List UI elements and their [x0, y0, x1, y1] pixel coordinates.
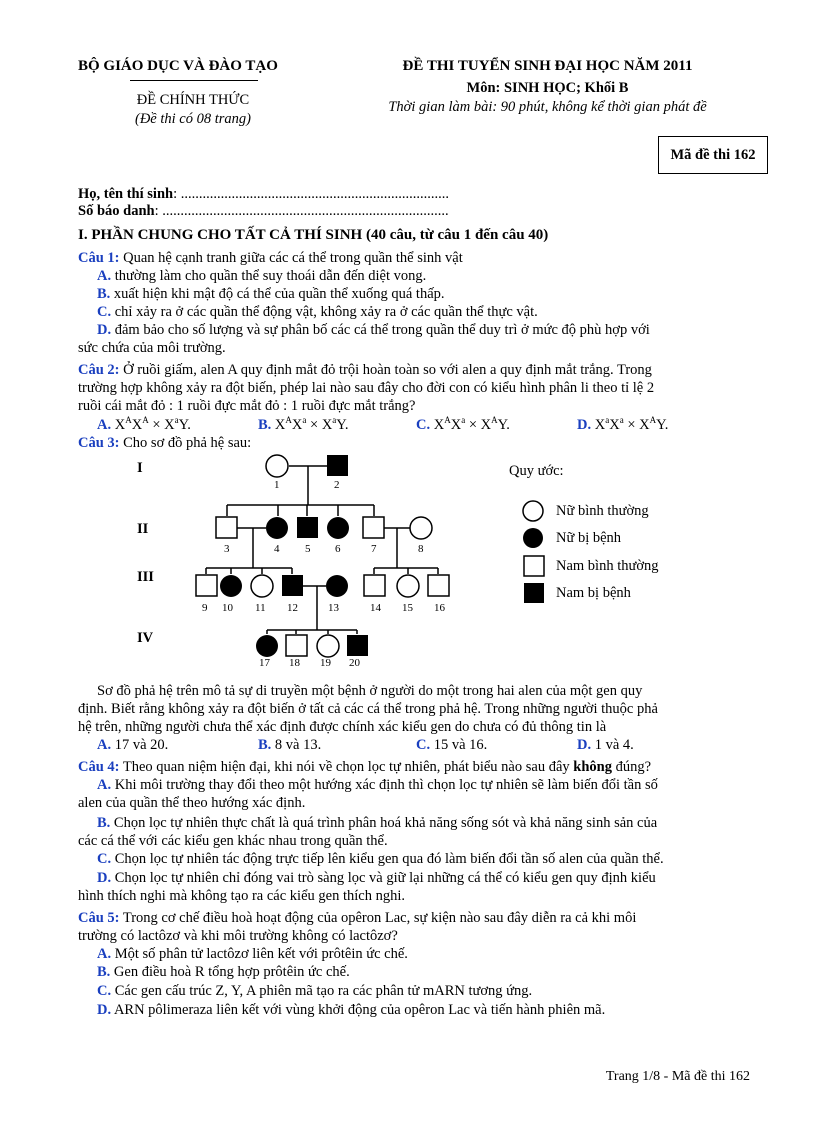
pedigree-number: 14 [370, 602, 381, 614]
q1-option-a: A. thường làm cho quần thể suy thoái dẫn đến diệt vong. [97, 268, 427, 284]
pedigree-individual-19 [317, 635, 339, 657]
legend-female-normal-icon [523, 501, 543, 521]
q2-line3: ruồi cái mắt đỏ : 1 ruồi đực mắt đỏ : 1 ruồi đực mắt trắng? [78, 398, 416, 414]
page-footer: Trang 1/8 - Mã đề thi 162 [605, 1069, 750, 1084]
subject: Môn: SINH HỌC; Khối B [466, 80, 629, 96]
q2-option-b: B. $X^AX^a \times X^aY$. [258, 415, 349, 433]
pedigree-number: 19 [320, 657, 331, 669]
pedigree-individual-7 [363, 517, 384, 538]
q3-option-d: D. 1 và 4. [577, 737, 634, 753]
candidate-name-field: : .......................................................................... [173, 186, 449, 202]
q4-option-a: A. Khi môi trường thay đổi theo một hướng xác định thì chọn lọc tự nhiên sẽ làm biến đổi tần số [97, 777, 658, 793]
pedigree-individual-2 [327, 455, 348, 476]
pedigree-number: 2 [334, 479, 340, 491]
q2-label: Câu 2: [78, 362, 120, 378]
time-note: Thời gian làm bài: 90 phút, không kể thời gian phát đề [388, 99, 707, 115]
pedigree-number: 10 [222, 602, 233, 614]
pedigree-number: 16 [434, 602, 445, 614]
q3-option-c: C. 15 và 16. [416, 737, 488, 753]
q3-para1: Sơ đồ phả hệ trên mô tả sự di truyền một bệnh ở người do một trong hai alen của một gen quy [97, 683, 643, 699]
question-4: Câu 4: Theo quan niệm hiện đại, khi nói về chọn lọc tự nhiên, phát biểu nào sau đây không đúng? [78, 759, 652, 775]
pedigree-number: 8 [418, 543, 424, 555]
pedigree-number: 5 [305, 543, 311, 555]
pedigree-individual-9 [196, 575, 217, 596]
q1-option-b: B. xuất hiện khi mật độ cá thể của quần thể xuống quá thấp. [97, 286, 445, 302]
pedigree-number: 20 [349, 657, 360, 669]
candidate-id-label: Số báo danh [78, 203, 155, 219]
q4-option-d-cont: hình thích nghi mà không tạo ra các kiểu gen thích nghi. [78, 888, 405, 904]
pedigree-individual-14 [364, 575, 385, 596]
generation-label-4: IV [137, 630, 154, 646]
q3-para3: hệ trên, những người chưa thể xác định được chính xác kiểu gen do chưa có đủ thông tin là [78, 719, 607, 735]
q1-option-d: D. đảm bảo cho số lượng và sự phân bố các cá thể trong quần thể duy trì ở mức độ phù hợp với [97, 322, 650, 338]
pedigree-individual-1 [266, 455, 288, 477]
legend-female-affected-icon [523, 528, 543, 548]
pedigree-number: 9 [202, 602, 208, 614]
q4-option-a-cont: alen của quần thể theo hướng xác định. [78, 795, 306, 811]
generation-label-2: II [137, 521, 149, 537]
q4-option-c: C. Chọn lọc tự nhiên tác động trực tiếp lên kiểu gen qua đó làm biến đổi tần số alen của quần thể. [97, 851, 664, 867]
pedigree-individual-13 [326, 575, 348, 597]
legend-male-affected-icon [524, 583, 544, 603]
generation-label-3: III [137, 569, 154, 585]
q3-option-b: B. 8 và 13. [258, 737, 322, 753]
q3-label: Câu 3: [78, 435, 120, 451]
q5-line2: trường có lactôzơ và khi môi trường không có lactôzơ? [78, 928, 398, 944]
pedigree-individual-10 [220, 575, 242, 597]
pedigree-number: 1 [274, 479, 280, 491]
pedigree-individual-20 [347, 635, 368, 656]
pedigree-number: 17 [259, 657, 270, 669]
q2-option-d: D. $X^aX^a \times X^AY$. [577, 415, 669, 433]
q5-option-c: C. Các gen cấu trúc Z, Y, A phiên mã tạo ra các phân tử mARN tương ứng. [97, 983, 533, 999]
pedigree-individual-12 [282, 575, 303, 596]
pedigree-number: 11 [255, 602, 266, 614]
pedigree-number: 18 [289, 657, 300, 669]
pedigree-individual-18 [286, 635, 307, 656]
q4-option-b-cont: các cá thể với các kiểu gen khác nhau trong quần thể. [78, 833, 388, 849]
q1-label: Câu 1: [78, 250, 120, 266]
pedigree-individual-15 [397, 575, 419, 597]
q1-option-d-cont: sức chứa của môi trường. [78, 340, 226, 356]
pedigree-individual-3 [216, 517, 237, 538]
pedigree-number: 12 [287, 602, 298, 614]
pedigree-number: 7 [371, 543, 377, 555]
pedigree-individual-6 [327, 517, 349, 539]
pedigree-individual-4 [266, 517, 288, 539]
candidate-name-label: Họ, tên thí sinh [78, 186, 174, 202]
official-label: ĐỀ CHÍNH THỨC [136, 92, 250, 108]
q5-option-d: D. ARN pôlimeraza liên kết với vùng khởi động của opêron Lac và tiến hành phiên mã. [97, 1002, 606, 1018]
pedigree-number: 15 [402, 602, 413, 614]
q2-option-a: A. $X^AX^A \times X^aY$. [97, 415, 191, 433]
legend-title: Quy ước: [509, 463, 564, 479]
legend-male-normal-icon [524, 556, 544, 576]
pedigree-number: 3 [224, 543, 230, 555]
generation-label-1: I [137, 460, 143, 476]
pedigree-individual-8 [410, 517, 432, 539]
pedigree-individual-11 [251, 575, 273, 597]
legend-male-affected: Nam bị bệnh [556, 585, 631, 601]
pedigree-individual-5 [297, 517, 318, 538]
section-title: I. PHẦN CHUNG CHO TẤT CẢ THÍ SINH (40 câu, từ câu 1 đến câu 40) [78, 227, 549, 243]
q3-para2: định. Biết rằng không xảy ra đột biến ở tất cả các cá thể trong phả hệ. Trong những người thuộc phả [78, 701, 658, 717]
legend-female-normal: Nữ bình thường [556, 503, 649, 519]
legend-male-normal: Nam bình thường [556, 558, 659, 574]
candidate-id-field: : ............................................................................... [154, 203, 449, 219]
pedigree-number: 13 [328, 602, 339, 614]
ministry-name: BỘ GIÁO DỤC VÀ ĐÀO TẠO [78, 58, 278, 74]
pages-note: (Đề thi có 08 trang) [135, 111, 251, 127]
pedigree-number: 4 [274, 543, 280, 555]
q2-option-c: C. $X^AX^a \times X^AY$. [416, 415, 510, 433]
pedigree-individual-17 [256, 635, 278, 657]
exam-title: ĐỀ THI TUYỂN SINH ĐẠI HỌC NĂM 2011 [402, 58, 693, 74]
q5-option-a: A. Một số phân tử lactôzơ liên kết với prôtêin ức chế. [97, 946, 408, 962]
q4-option-b: B. Chọn lọc tự nhiên thực chất là quá trình phân hoá khả năng sống sót và khả năng sinh sản của [97, 815, 658, 831]
q2-line1: Ở ruồi giấm, alen A quy định mắt đỏ trội hoàn toàn so với alen a quy định mắt trắng. Trong [119, 362, 652, 378]
q1-text: Quan hệ cạnh tranh giữa các cá thể trong quần thể sinh vật [119, 250, 463, 266]
legend-female-affected: Nữ bị bệnh [556, 530, 622, 546]
pedigree-individual-16 [428, 575, 449, 596]
pedigree-number: 6 [335, 543, 341, 555]
q3-text: Cho sơ đồ phả hệ sau: [119, 435, 252, 451]
q4-option-d: D. Chọn lọc tự nhiên chỉ đóng vai trò sàng lọc và giữ lại những cá thể có kiểu gen quy định kiểu [97, 870, 656, 886]
q4-label: Câu 4: [78, 759, 120, 775]
q5-label: Câu 5: [78, 910, 120, 926]
q3-option-a: A. 17 và 20. [97, 737, 169, 753]
question-5: Câu 5: Trong cơ chế điều hoà hoạt động của opêron Lac, sự kiện nào sau đây diễn ra cả khi môi [78, 910, 637, 926]
q1-option-c: C. chỉ xảy ra ở các quần thể động vật, không xảy ra ở các quần thể thực vật. [97, 304, 538, 320]
q2-line2: trường hợp không xảy ra đột biến, phép lai nào sau đây cho đời con có kiểu hình phân li theo tỉ lệ 2 [78, 380, 655, 396]
exam-code: Mã đề thi 162 [670, 146, 756, 163]
q5-option-b: B. Gen điều hoà R tổng hợp prôtêin ức chế. [97, 964, 350, 980]
